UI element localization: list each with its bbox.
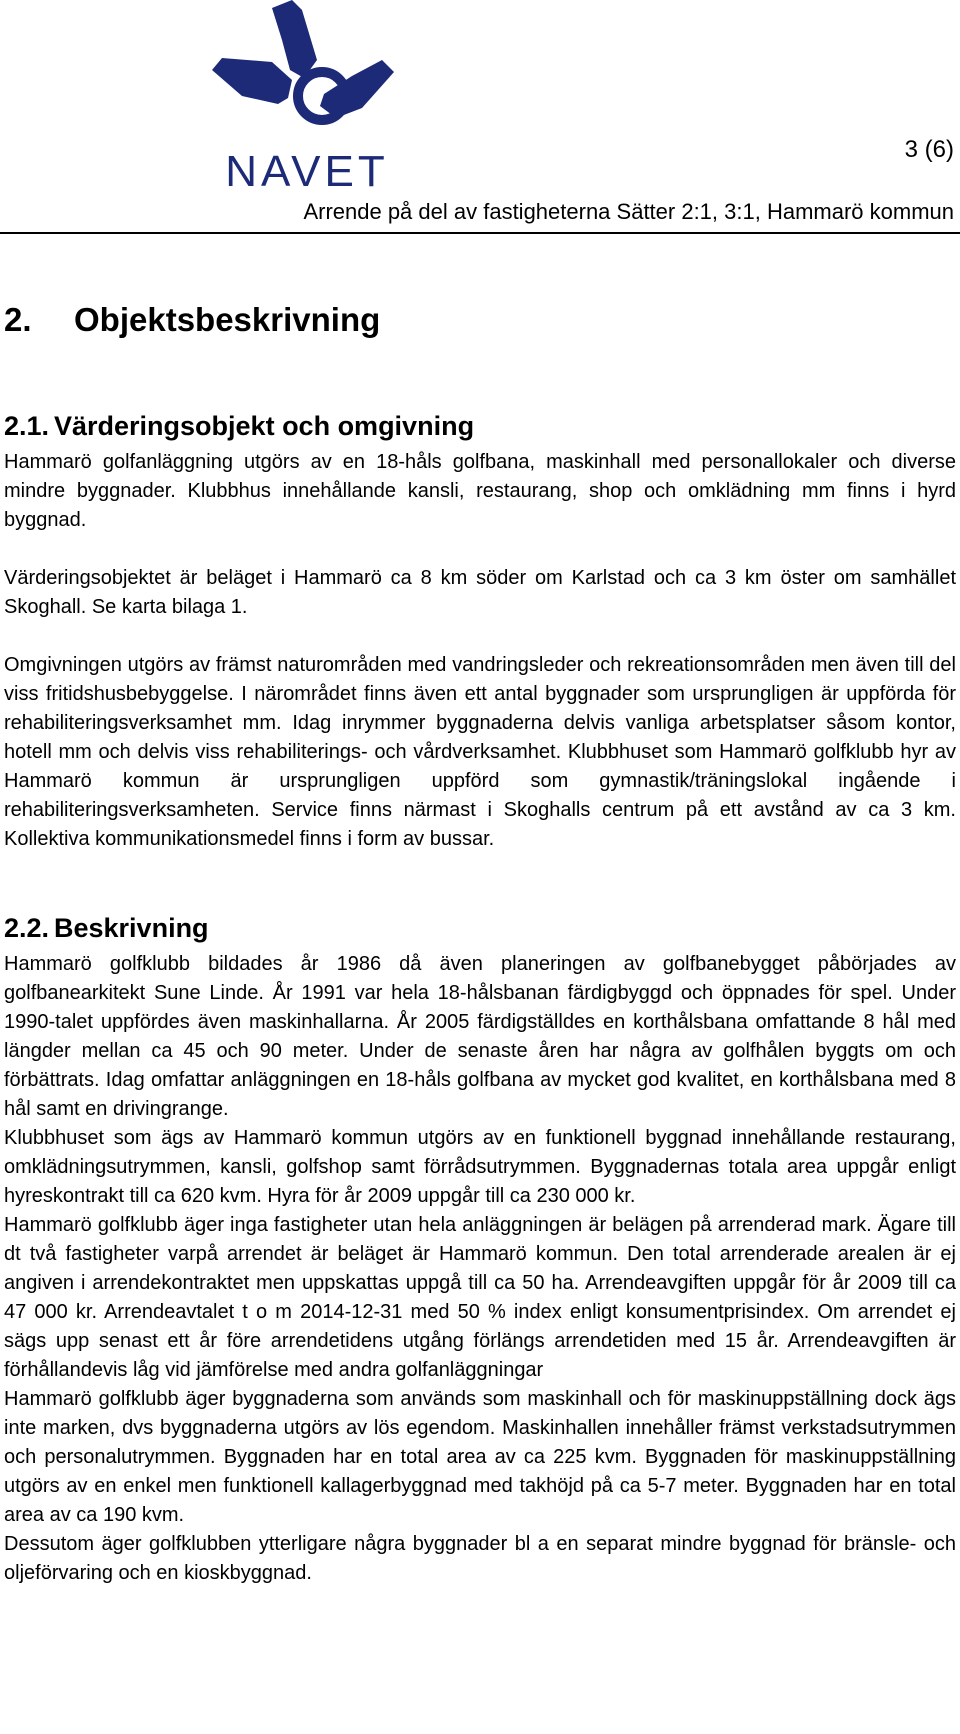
section-heading-2 xyxy=(4,300,956,340)
section-title: Beskrivning xyxy=(54,912,209,943)
navet-logo-icon xyxy=(212,0,402,196)
header-rule xyxy=(0,232,960,234)
page-number: 3 (6) xyxy=(904,136,954,163)
paragraph: Omgivningen utgörs av främst naturområden med vandringsleder och rekreationsområden men även till del viss fritidshusbebyggelse. I närområdet finns även ett antal byggnader som ursprungligen är uppförda för rehabiliteringsverksamhet mm. Idag inrymmer byggnaderna delvis vanliga arbetsplatser såsom kontor, hotell mm och delvis viss rehabiliterings- och vårdverksamhet. Klubbhuset som Hammarö golfklubb hyr av Hammarö kommun är ursprungligen uppförd som gymnastik/träningslokal ingående i rehabiliteringsverksamheten. Service finns närmast i Skoghalls centrum på ett avstånd av ca 3 km. Kollektiva kommunikationsmedel finns i form av bussar. xyxy=(4,653,956,850)
document-body xyxy=(4,300,956,1588)
section-number: 2.2. xyxy=(4,912,50,943)
svg-text:NAVET: NAVET xyxy=(225,147,389,196)
section-heading-2-2 xyxy=(4,912,956,944)
paragraph: Värderingsobjektet är beläget i Hammarö ca 8 km söder om Karlstad och ca 3 km öster om samhället Skoghall. Se karta bilaga 1. xyxy=(4,566,956,618)
section-number: 2.1. xyxy=(4,410,50,441)
paragraph: Hammarö golfklubb äger inga fastigheter utan hela anläggningen är belägen på arrenderad mark. Ägare till dt två fastigheter varpå arrendet är beläget är Hammarö kommun. Den total arrenderade arealen är ej angiven i arrendekontraktet men uppskattas uppgå till ca 50 ha. Arrendeavgiften uppgår för år 2009 till ca 47 000 kr. Arrendeavtalet t o m 2014-12-31 med 50 % index enligt konsumentprisindex. Om arrendet ej sägs upp senast ett år före arrendetidens utgång förlängs arrendetiden med 15 år. Arrendeavgiften är förhållandevis låg vid jämförelse med andra golfanläggningar xyxy=(4,1214,956,1382)
section-heading-2-1 xyxy=(4,410,956,442)
paragraph: Hammarö golfklubb bildades år 1986 då även planeringen av golfbanebygget påbörjades av golfbanearkitekt Sune Linde. År 1991 var hela 18-hålsbanan färdigbyggd och öppnades för spel. Under 1990-talet uppfördes även maskinhallarna. År 2005 färdigställdes en korthålsbana omfattande 8 hål med längder mellan ca 45 och 90 meter. Under de senaste åren har några av golfhålen byggts om och förbättrats. Idag omfattar anläggningen en 18-håls golfbana av mycket god kvalitet, en korthålsbana med 8 hål samt en drivingrange. xyxy=(4,953,956,1121)
paragraph: Klubbhuset som ägs av Hammarö kommun utgörs av en funktionell byggnad innehållande restaurang, omklädningsutrymmen, kansli, golfshop samt förrådsutrymmen. Byggnadernas totala area uppgår enligt hyreskontrakt till ca 620 kvm. Hyra för år 2009 uppgår till ca 230 000 kr. xyxy=(4,1127,956,1208)
section-title: Värderingsobjekt och omgivning xyxy=(54,410,475,441)
section-title: Objektsbeskrivning xyxy=(74,301,381,338)
section-number: 2. xyxy=(4,301,32,338)
paragraph: Hammarö golfanläggning utgörs av en 18-håls golfbana, maskinhall med personallokaler och diverse mindre byggnader. Klubbhus innehållande kansli, restaurang, shop och omklädning mm finns i hyrd byggnad. xyxy=(4,450,956,531)
paragraph: Dessutom äger golfklubben ytterligare några byggnader bl a en separat mindre byggnad för bränsle- och oljeförvaring och en kioskbyggnad. xyxy=(4,1533,956,1585)
paragraph: Hammarö golfklubb äger byggnaderna som används som maskinhall och för maskinuppställning dock ägs inte marken, dvs byggnaderna utgörs av lös egendom. Maskinhallen innehåller främst verkstadsutrymmen och personalutrymmen. Byggnaden har en total area av ca 225 kvm. Byggnaden för maskinuppställning utgörs av en enkel men funktionell kallagerbyggnad med takhöjd på ca 5-7 meter. Byggnaden har en total area av ca 190 kvm. xyxy=(4,1388,956,1527)
document-header-title: Arrende på del av fastigheterna Sätter 2:1, 3:1, Hammarö kommun xyxy=(303,199,954,224)
